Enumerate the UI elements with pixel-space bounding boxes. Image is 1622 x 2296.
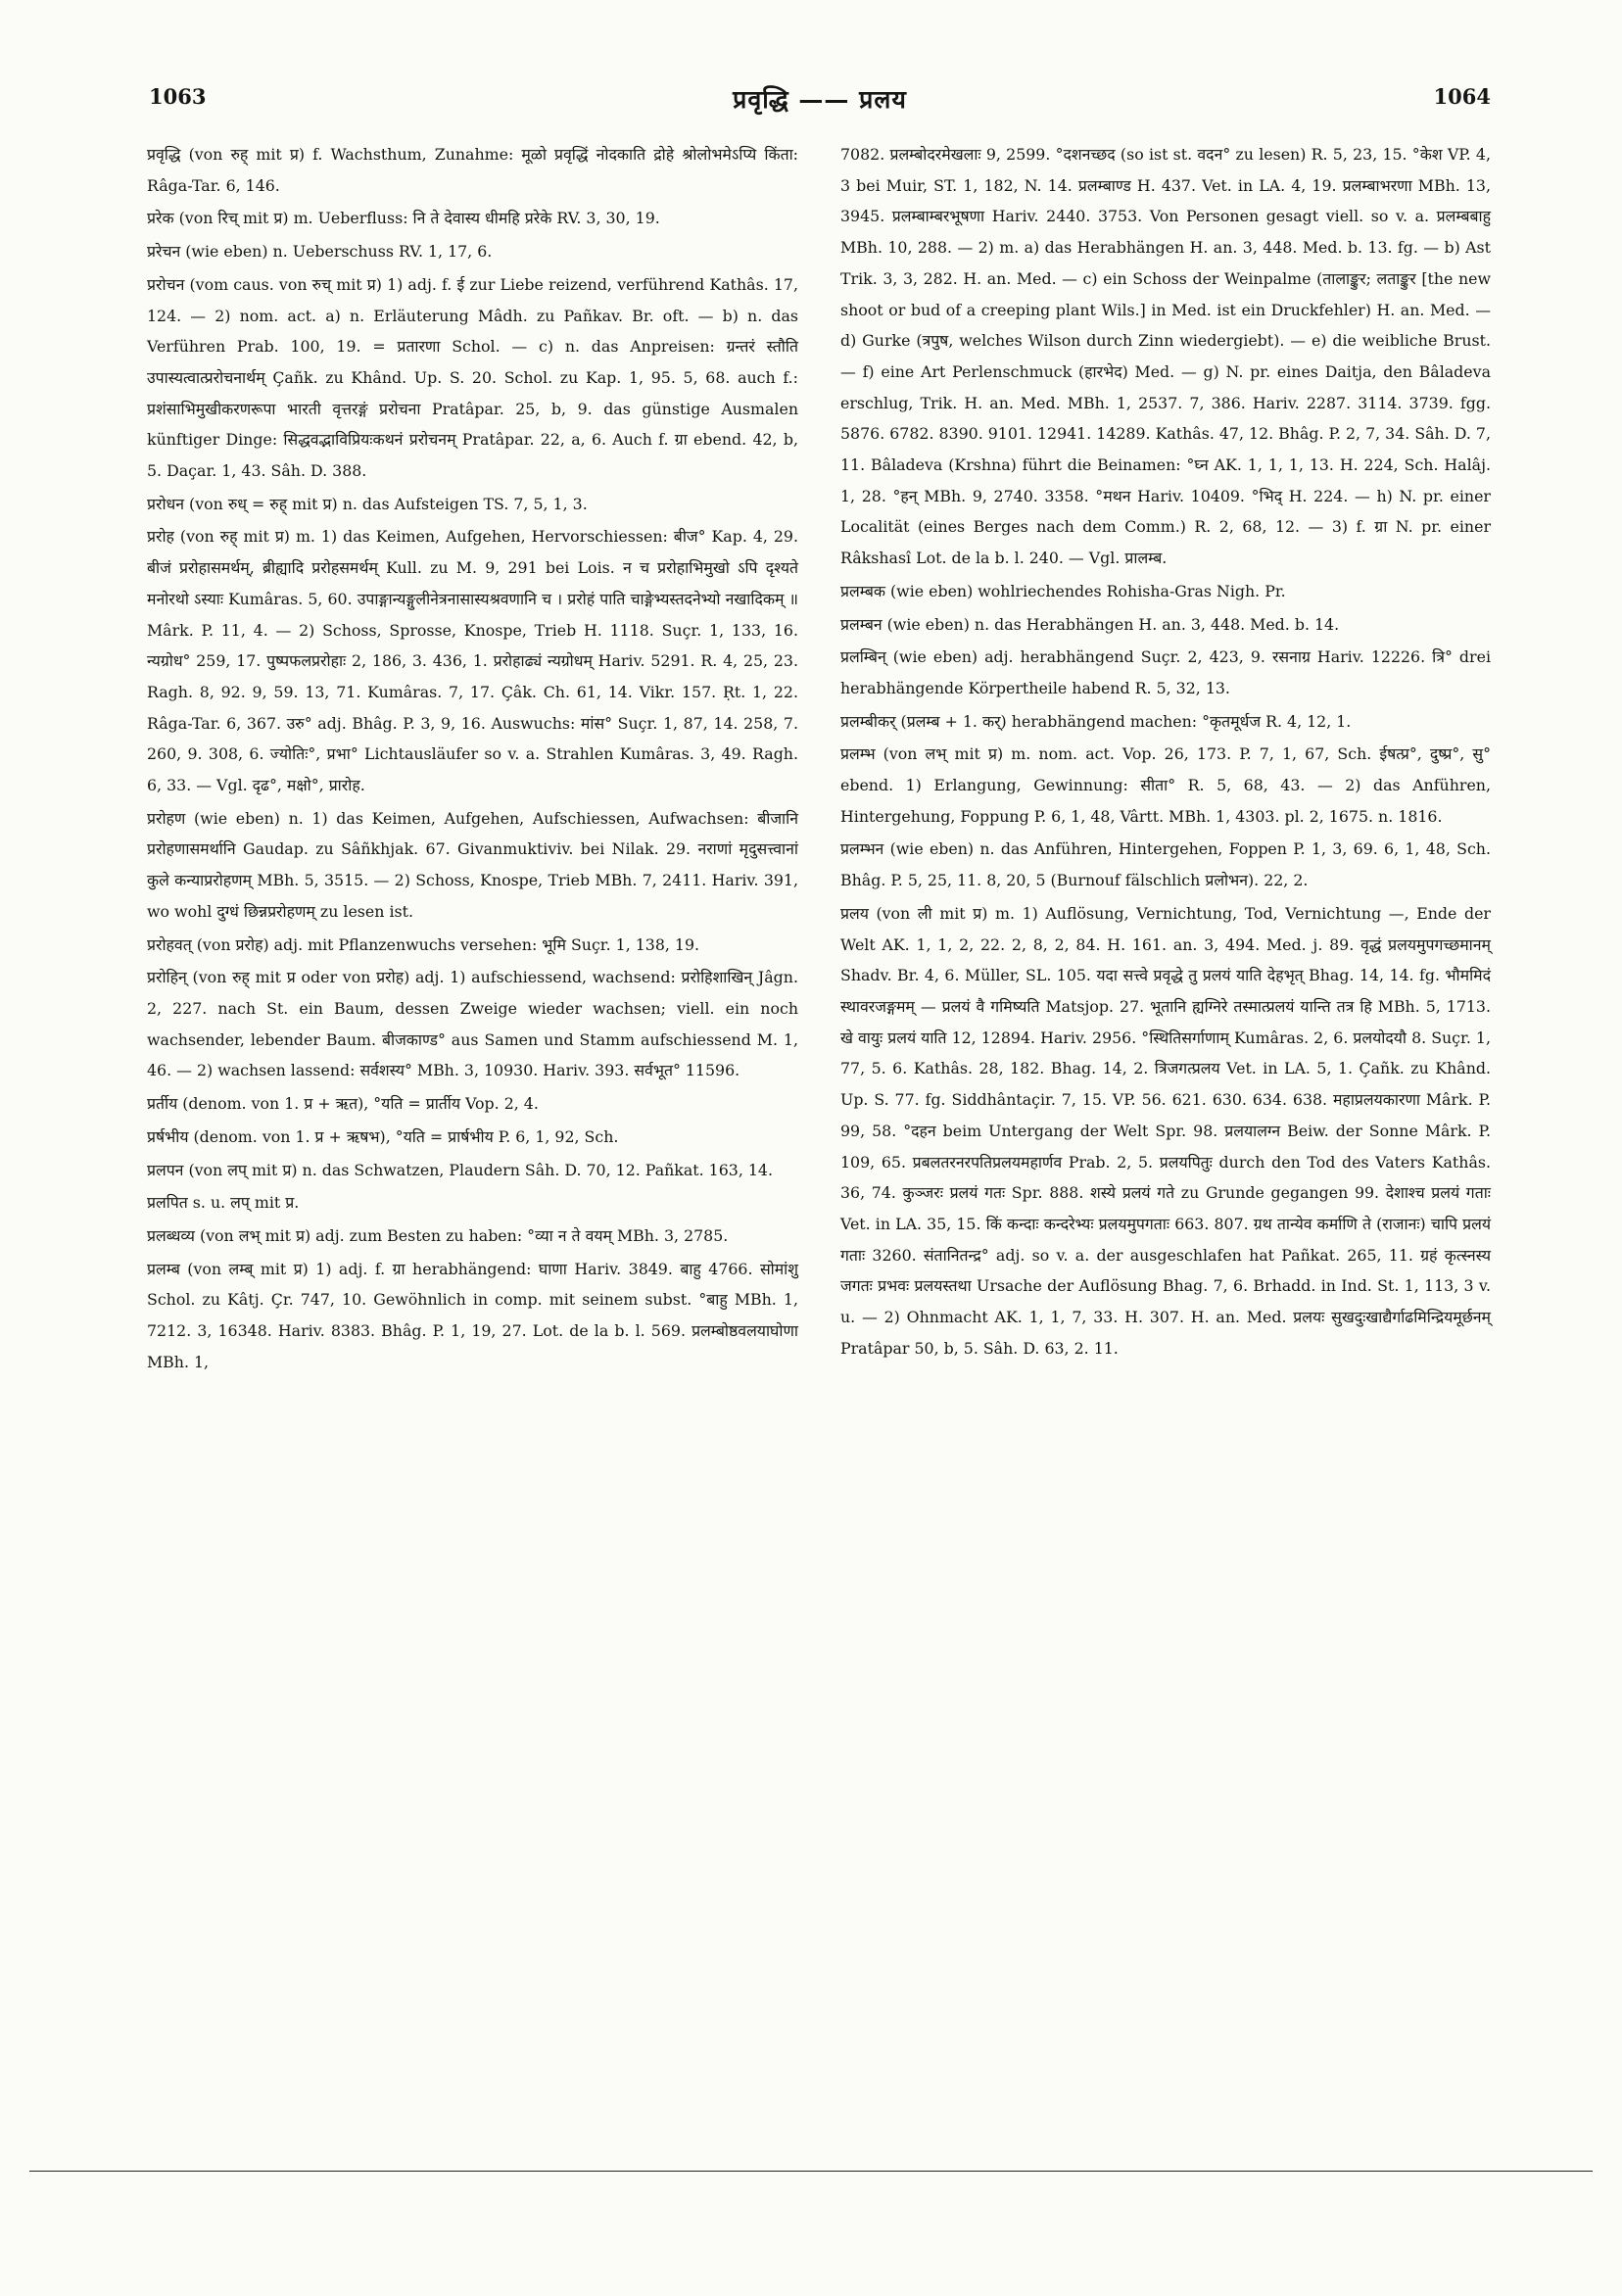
right-column — [840, 139, 1491, 1365]
entry: प्रलम्बक (wie eben) wohlriechendes Rohisha-Gras Nigh. Pr. — [840, 581, 1286, 600]
entry: प्रलम्बिन् (wie eben) adj. herabhängend Suçr. 2, 423, 9. रसनाग्र Hariv. 12226. त्रि° drei herabhängende Körpertheile habend R. 5, 32, 13. — [840, 647, 1491, 697]
entry: प्ररेक (von रिच् mit प्र) m. Ueberfluss: नि ते देवास्य धीमहि प्ररेके RV. 3, 30, 19. — [147, 209, 660, 228]
entry: प्रलम्बीकर् (प्रलम्ब + 1. कर्) herabhängend machen: °कृतमूर्धज R. 4, 12, 1. — [840, 711, 1352, 731]
entry: प्ररोधन (von रुध् = रुह् mit प्र) n. das Aufsteigen TS. 7, 5, 1, 3. — [147, 494, 588, 513]
entry: 7082. प्रलम्बोदरमेखलाः 9, 2599. °दशनच्छद (so ist st. वदन° zu lesen) R. 5, 23, 15. °केश VP. 4, 3 bei Muir, ST. 1, 182, N. 14. प्रलम्बाण्ड H. 437. Vet. in LA. 4, 19. प्रलम्बाभरणा MBh. 13, 3945. प्रलम्बाम्बरभूषणा Hariv. 2440. 3753. Von Personen gesagt viell. so v. a. प्रलम्बबाहु MBh. 10, 288. — 2) m. a) das Herabhängen H. an. 3, 448. Med. b. 13. fg. — b) Ast Trik. 3, 3, 282. H. an. Med. — c) ein Schoss der Weinpalme (तालाङ्कुर; लताङ्कुर [the new shoot or bud of a creeping plant Wils.] in Med. ist ein Druckfehler) H. an. Med. — d) Gurke (त्रपुष, welches Wilson durch Zinn wiedergiebt). — e) die weibliche Brust. — f) eine Art Perlenschmuck (हारभेद) Med. — g) N. pr. eines Daitja, den Bâladeva erschlug, Trik. H. an. Med. MBh. 1, 2537. 7, 386. Hariv. 2287. 3114. 3739. fgg. 5876. 6782. 8390. 9101. 12941. 14289. Kathâs. 47, 12. Bhâg. P. 2, 7, 34. Sâh. D. 7, 11. Bâladeva (Krshna) führt die Beinamen: °घ्न AK. 1, 1, 1, 13. H. 224, Sch. Halâj. 1, 28. °हन् MBh. 9, 2740. 3358. °मथन Hariv. 10409. °भिद् H. 224. — h) N. pr. einer Localität (eines Berges nach dem Comm.) R. 2, 68, 12. — 3) f. ग्रा N. pr. einer Râkshasî Lot. de la b. l. 240. — Vgl. प्रालम्ब. — [840, 145, 1491, 568]
entry: प्रलम्भ (von लभ् mit प्र) m. nom. act. Vop. 26, 173. P. 7, 1, 67, Sch. ईषत्प्र°, दुष्प्र°, सु° ebend. 1) Erlangung, Gewinnung: सीता° R. 5, 68, 43. — 2) das Anführen, Hintergehung, Foppung P. 6, 1, 48, Vârtt. MBh. 1, 4303. pl. 2, 1675. n. 1816. — [840, 744, 1491, 826]
entry: प्रलपन (von लप् mit प्र) n. das Schwatzen, Plaudern Sâh. D. 70, 12. Pañkat. 163, 14. — [147, 1160, 774, 1179]
entry: प्रलपित s. u. लप् mit प्र. — [147, 1193, 300, 1213]
entry: प्ररोह (von रुह् mit प्र) m. 1) das Keimen, Aufgehen, Hervorschiessen: बीज° Kap. 4, 29. बीजं प्ररोहासमर्थम्, ब्रीह्यादि प्ररोहसमर्थम् Kull. zu M. 9, 291 bei Lois. न च प्ररोहाभिमुखो ऽपि दृश्यते मनोरथो ऽस्याः Kumâras. 5, 60. उपाङ्गान्यङ्गुलीनेत्रनासास्यश्रवणानि च । प्ररोहं पाति चाङ्गेभ्यस्तदनेभ्यो नखादिकम् ॥ Mârk. P. 11, 4. — 2) Schoss, Sprosse, Knospe, Trieb H. 1118. Suçr. 1, 133, 16. न्यग्रोध° 259, 17. पुष्पफलप्ररोहाः 2, 186, 3. 436, 1. प्ररोहाढ्यं न्यग्रोधम् Hariv. 5291. R. 4, 25, 23. Ragh. 8, 92. 9, 59. 13, 71. Kumâras. 7, 17. Çâk. Ch. 61, 14. Vikr. 157. Ṛt. 1, 22. Râga-Tar. 6, 367. उरु° adj. Bhâg. P. 3, 9, 16. Auswuchs: मांस° Suçr. 1, 87, 14. 258, 7. 260, 9. 308, 6. ज्योतिः°, प्रभा° Lichtausläufer so v. a. Strahlen Kumâras. 3, 49. Ragh. 6, 33. — Vgl. दृढ°, मक्षो°, प्रारोह. — [147, 527, 798, 795]
page-header — [149, 84, 1491, 123]
entry: प्ररोहिन् (von रुह् mit प्र oder von प्ररोह) adj. 1) aufschiessend, wachsend: प्ररोहिशाखिन् Jâgn. 2, 227. nach St. ein Baum, dessen Zweige wieder wachsen; viell. ein noch wachsender, lebender Baum. बीजकाण्ड° aus Samen und Stamm aufschiessend M. 1, 46. — 2) wachsen lassend: सर्वशस्य° MBh. 3, 10930. Hariv. 393. सर्वभूत° 11596. — [147, 968, 798, 1080]
bottom-rule — [29, 2171, 1593, 2172]
entry: प्रलय (von ली mit प्र) m. 1) Auflösung, Vernichtung, Tod, Vernichtung —, Ende der Welt AK. 1, 1, 2, 22. 2, 8, 2, 84. H. 161. an. 3, 494. Med. j. 89. वृद्धं प्रलयमुपगच्छमानम् Shadv. Br. 4, 6. Müller, SL. 105. यदा सत्त्वे प्रवृद्धे तु प्रलयं याति देहभृत् Bhag. 14, 14. fg. भौममिदं स्थावरजङ्गमम् — प्रलयं वै गमिष्यति Matsjop. 27. भूतानि ह्यग्निरे तस्मात्प्रलयं यान्ति तत्र हि MBh. 5, 1713. खे वायुः प्रलयं याति 12, 12894. Hariv. 2956. °स्थितिसर्गाणाम् Kumâras. 2, 6. प्रलयोदयौ 8. Suçr. 1, 77, 5. 6. Kathâs. 28, 182. Bhag. 14, 2. त्रिजगत्प्रलय Vet. in LA. 5, 1. Çañk. zu Khând. Up. S. 77. fg. Siddhântaçir. 7, 15. VP. 56. 621. 630. 634. 638. महाप्रलयकारणा Mârk. P. 99, 58. °दहन beim Untergang der Welt Spr. 98. प्रलयालग्न Beiw. der Sonne Mârk. P. 109, 65. प्रबलतरनरपतिप्रलयमहार्णव Prab. 2, 5. प्रलयपितुः durch den Tod des Vaters Kathâs. 36, 74. कुञ्जरः प्रलयं गतः Spr. 888. शस्ये प्रलयं गते zu Grunde gegangen 99. देशाश्च प्रलयं गताः Vet. in LA. 35, 15. किं कन्दाः कन्दरेभ्यः प्रलयमुपगताः 663. 807. ग्रथ तान्येव कर्माणि ते (राजानः) चापि प्रलयं गताः 3260. संतानितन्द्र° adj. so v. a. der ausgeschlafen hat Pañkat. 265, 11. ग्रहं कृत्स्नस्य जगतः प्रभवः प्रलयस्तथा Ursache der Auflösung Bhag. 7, 6. Brhadd. in Ind. St. 1, 113, 3 v. u. — 2) Ohnmacht AK. 1, 1, 7, 33. H. 307. H. an. Med. प्रलयः सुखदुःखाद्यैर्गाढमिन्द्रियमूर्छनम् Pratâpar 50, b, 5. Sâh. D. 63, 2. 11. — [840, 903, 1491, 1358]
running-title: प्रवृद्धि —— प्रलय — [733, 85, 907, 114]
left-column — [147, 139, 798, 1379]
entry: प्रलम्भन (wie eben) n. das Anführen, Hintergehen, Foppen P. 1, 3, 69. 6, 1, 48, Sch. Bhâg. P. 5, 25, 11. 8, 20, 5 (Burnouf fälschlich प्रलोभन). 22, 2. — [840, 839, 1491, 890]
entry: प्ररोचन (vom caus. von रुच् mit प्र) 1) adj. f. ई zur Liebe reizend, verführend Kathâs. 17, 124. — 2) nom. act. a) n. Erläuterung Mâdh. zu Pañkav. Br. oft. — b) n. das Verführen Prab. 100, 19. = प्रतारणा Schol. — c) n. das Anpreisen: ग्रन्तरं स्तौति उपास्यत्वात्प्ररोचनार्थम् Çañk. zu Khând. Up. S. 20. Schol. zu Kap. 1, 95. 5, 68. auch f.: प्रशंसाभिमुखीकरणरूपा भारती वृत्तरङ्गं प्ररोचना Pratâpar. 25, b, 9. das günstige Ausmalen künftiger Dinge: सिद्धवद्भाविप्रियःकथनं प्ररोचनम् Pratâpar. 22, a, 6. Auch f. ग्रा ebend. 42, b, 5. Daçar. 1, 43. Sâh. D. 388. — [147, 274, 798, 481]
entry: प्ररोहवत् (von प्ररोह) adj. mit Pflanzenwuchs versehen: भूमि Suçr. 1, 138, 19. — [147, 934, 700, 954]
entry: प्ररेचन (wie eben) n. Ueberschuss RV. 1, 17, 6. — [147, 242, 493, 262]
entry: प्रलम्बन (wie eben) n. das Herabhängen H. an. 3, 448. Med. b. 14. — [840, 614, 1340, 634]
page-number-left: 1063 — [149, 84, 207, 109]
entry: प्ररोहण (wie eben) n. 1) das Keimen, Aufgehen, Aufschiessen, Aufwachsen: बीजानि प्ररोहणासमर्थानि Gaudap. zu Sâñkhjak. 67. Givanmuktiviv. bei Nilak. 29. नराणां मृदुसत्त्वानां कुले कन्याप्ररोहणम् MBh. 5, 3515. — 2) Schoss, Knospe, Trieb MBh. 7, 2411. Hariv. 391, wo wohl दुग्धं छिन्नप्ररोहणम् zu lesen ist. — [147, 808, 798, 921]
entry: प्रर्तीय (denom. von 1. प्र + ऋत), °यति = प्रार्तीय Vop. 2, 4. — [147, 1094, 539, 1114]
entry: प्रवृद्धि (von रुह् mit प्र) f. Wachsthum, Zunahme: मूळो प्रवृद्धिं नोदकाति द्रोहे श्रोलोभमेऽप्यि किंता: Râga-Tar. 6, 146. — [147, 145, 798, 195]
page-number-right: 1064 — [1433, 84, 1491, 109]
entry: प्रर्षभीय (denom. von 1. प्र + ऋषभ), °यति = प्रार्षभीय P. 6, 1, 92, Sch. — [147, 1126, 619, 1146]
entry: प्रलब्धव्य (von लभ् mit प्र) adj. zum Besten zu haben: °व्या न ते वयम् MBh. 3, 2785. — [147, 1225, 729, 1245]
entry: प्रलम्ब (von लम्ब् mit प्र) 1) adj. f. ग्रा herabhängend: घाणा Hariv. 3849. बाहु 4766. सोमांशु Schol. zu Kâtj. Çr. 747, 10. Gewöhnlich in comp. mit seinem subst. °बाहु MBh. 1, 7212. 3, 16348. Hariv. 8383. Bhâg. P. 1, 19, 27. Lot. de la b. l. 569. प्रलम्बोष्ठवलयाघोणा MBh. 1, — [147, 1259, 798, 1371]
